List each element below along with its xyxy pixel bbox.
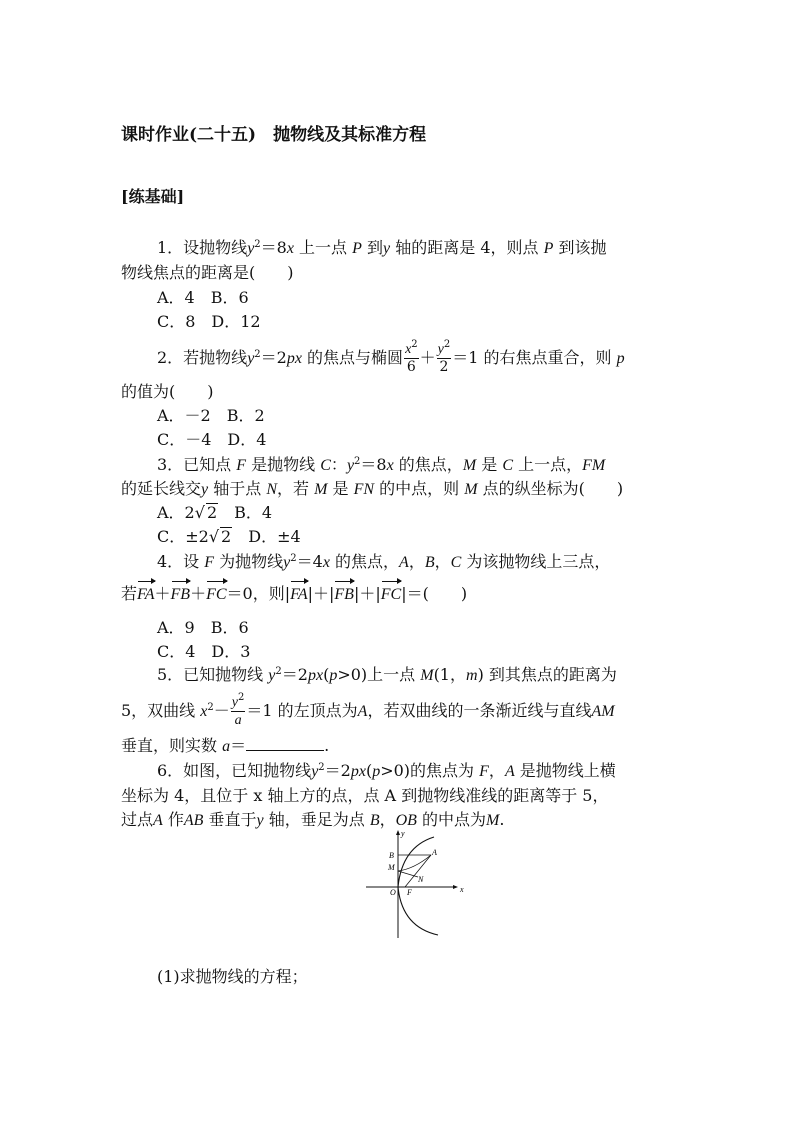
q4-line2: 若FA＋FB＋FC＝0，则|FA|＋|FB|＋|FC|＝( ) — [121, 583, 467, 606]
q5-line2: 5，双曲线 $x^2-$ $\frac{y^2}{a}=1$ 的左顶点为A，若双曲线的一条渐近线与直线AM — [121, 692, 615, 728]
q2-options-ab: A．－2 B．2 — [157, 406, 265, 425]
label-B: B — [389, 851, 394, 860]
q4-line1: 4．设 F 为抛物线$y^2=4x$ 的焦点，A，B，C 为该抛物线上三点， — [157, 552, 611, 571]
q5-line3: 垂直，则实数 a＝ . — [121, 736, 330, 755]
q4-options-cd: C．4 D．3 — [157, 642, 251, 661]
y-axis-arrow-icon — [396, 830, 400, 835]
section-heading: [练基础] — [121, 187, 185, 206]
q3-line1: 3．已知点 F 是抛物线 C：$y^2=8x$ 的焦点，M 是 C 上一点，FM — [157, 455, 606, 474]
label-A: A — [432, 848, 437, 857]
x-axis-arrow-icon — [453, 885, 458, 889]
segment-MN — [398, 871, 418, 877]
q3-line2: 的延长线交y 轴于点 N，若 M 是 FN 的中点，则 M 点的纵坐标为( ) — [121, 479, 624, 498]
arc-MA — [398, 855, 431, 871]
q1-options-ab: A．4 B．6 — [157, 288, 249, 307]
fraction-y2-over-a: $\frac{y^2}{a}$ — [231, 692, 245, 728]
q1-line1: 1．设抛物线$y^2=8x$ 上一点 P 到y 轴的距离是 4，则点 P 到该抛 — [157, 238, 607, 257]
label-M: M — [388, 863, 395, 872]
label-x: x — [460, 885, 464, 894]
fraction-y2-over-2: $\frac{y^2}{2}$ — [437, 339, 451, 375]
label-N: N — [418, 875, 424, 884]
q6-line3: 过点A 作AB 垂直于y 轴，垂足为点 B，OB 的中点为M. — [121, 810, 505, 829]
q6-line2: 坐标为 4，且位于 x 轴上方的点，点 A 到抛物线准线的距离等于 5， — [121, 786, 609, 805]
fraction-x2-over-6: $\frac{x^2}{6}$ — [405, 339, 418, 375]
q2-options-cd: C．－4 D．4 — [157, 430, 267, 449]
q5-line1: 5．已知抛物线 $y^2=2px(p>0)$上一点 M(1，m) 到其焦点的距离为 — [157, 665, 617, 684]
q3-options-ab: A．2√ 2 B．4 — [157, 503, 273, 522]
parabola-figure — [356, 825, 468, 940]
q1-options-cd: C．8 D．12 — [157, 312, 261, 331]
q2-line2: 的值为( ) — [121, 382, 214, 401]
q6-line1: 6．如图，已知抛物线$y^2=2px(p>0)$的焦点为 F，A 是抛物线上横 — [157, 761, 616, 780]
q4-options-ab: A．9 B．6 — [157, 618, 249, 637]
answer-blank[interactable] — [246, 736, 324, 751]
sqrt-icon: √ — [194, 503, 205, 522]
q2-line1: 2．若抛物线$y^2=2px$ 的焦点与椭圆 $\frac{x^2}{6}$ ＋ $\frac{y^2}{2}$ ＝1 的右焦点重合，则 p — [157, 339, 625, 375]
label-y: y — [401, 829, 405, 838]
page-title: 课时作业(二十五) 抛物线及其标准方程 — [121, 125, 427, 145]
q3-options-cd: C．±2√ 2 D．±4 — [157, 527, 301, 546]
q1-line2: 物线焦点的距离是( ) — [121, 263, 294, 282]
label-F: F — [407, 888, 412, 897]
label-O: O — [390, 888, 396, 897]
q6-sub1: (1)求抛物线的方程； — [157, 967, 308, 986]
sqrt-icon: √ — [208, 527, 220, 546]
